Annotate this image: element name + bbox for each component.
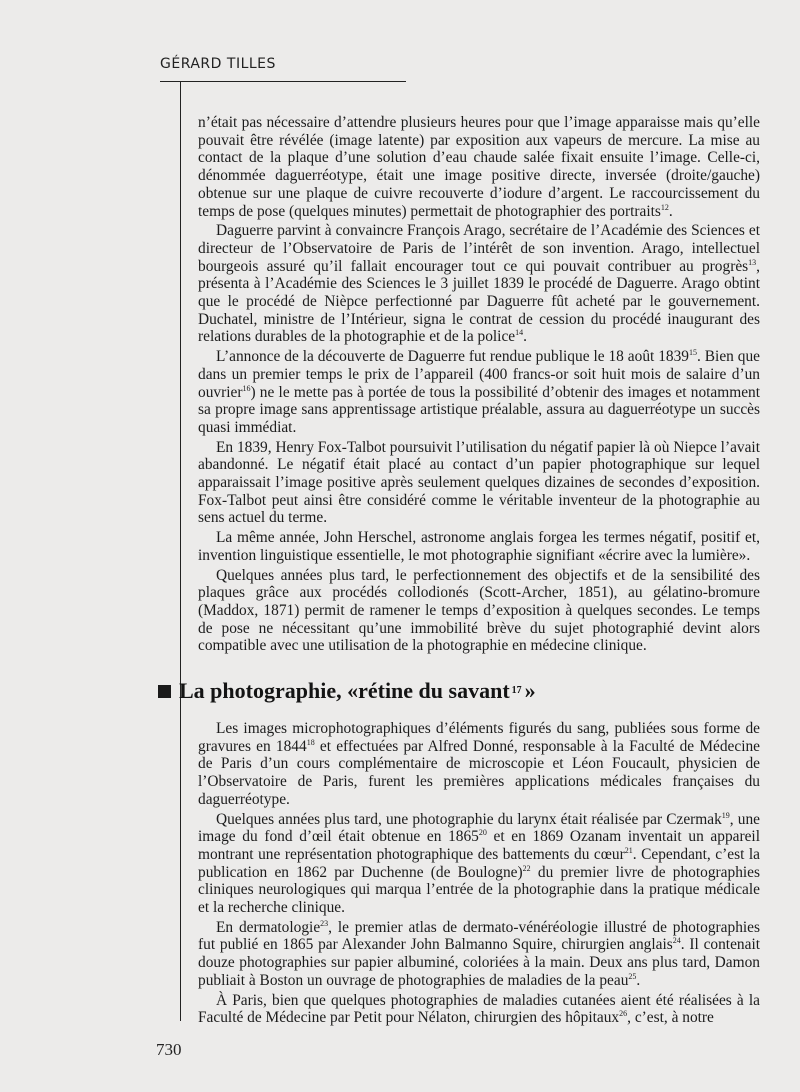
section-2-text — [198, 720, 760, 1027]
heading-bullet-icon — [158, 685, 171, 698]
heading-text: La photographie, «rétine du savant — [179, 678, 510, 703]
footnote-ref: 13 — [748, 257, 757, 267]
footnote-ref: 25 — [628, 971, 637, 981]
paragraph: La même année, John Herschel, astronome anglais forgea les termes négatif, positif et, invention linguistique essentielle, le mot photographie signifiant «écrire avec la lumière». — [198, 529, 760, 564]
footnote-ref: 26 — [619, 1009, 628, 1019]
footnote-ref: 15 — [689, 348, 697, 358]
footnote-ref: 12 — [660, 202, 669, 212]
footnote-ref: 20 — [478, 828, 487, 838]
footnote-ref: 14 — [515, 328, 524, 338]
paragraph: L’annonce de la découverte de Daguerre fut rendue publique le 18 août 1839$^{15}$. Bien que dans un premier temps le prix de l’appareil (400 francs-or soit huit mois de salaire d’un ouvrier$^{16}$) ne le mette pas à portée de tous la possibilité d’obtenir des images et notamment sa propre image sans apprentissage artistique préalable, assura au daguerréotype un succès quasi immédiat. — [198, 348, 760, 436]
footnote-ref: 24 — [672, 936, 681, 946]
paragraph: Quelques années plus tard, une photographie du larynx était réalisée par Czermak$^{19}$, une image du fond d’œil était obtenue en 1865$^{20}$ et en 1869 Ozanam inventait un appareil montrant une représentation photographique des battements du cœur$^{21}$. Cependant, c’est la publication en 1862 par Duchenne (de Boulogne)$^{22}$ du premier livre de photographies cliniques neurologiques qui marqua l’entrée de la photographie dans la pratique médicale et la recherche clinique. — [198, 810, 761, 917]
header-rule — [160, 81, 406, 82]
paragraph: n’était pas nécessaire d’attendre plusieurs heures pour que l’image apparaisse mais qu’elle pouvait être révélée (image latente) par exposition aux vapeurs de mercure. La mise au contact de la plaque d’une solution d’eau chaude salée fixait ensuite l’image. Celle-ci, dénommée daguerréotype, était une image positive directe, inversée (droite/gauche) obtenue sur une plaque de cuivre recouverte d’iodure d’argent. Le raccourcissement du temps de pose (quelques minutes) permettait de photographier des portraits$^{12}$. — [198, 114, 760, 220]
footnote-ref: 18 — [306, 737, 315, 747]
margin-rule — [180, 81, 181, 1021]
footnote-ref: 21 — [624, 845, 633, 855]
footnote-ref: 23 — [320, 918, 329, 928]
section-1-text — [198, 114, 760, 655]
footnote-ref: 22 — [522, 863, 531, 873]
paragraph: Daguerre parvint à convaincre François Arago, secrétaire de l’Académie des Sciences et directeur de l’Observatoire de Paris de l’intérêt de son invention. Arago, intellectuel bourgeois assuré qu’il fallait encourager tout ce qui pouvait contribuer au progrès$^{13}$, présenta à l’Académie des Sciences le 3 juillet 1839 le procédé de Daguerre. Arago obtint que le procédé de Nièpce perfectionné par Daguerre fût acheté par le gouvernement. Duchatel, ministre de l’Intérieur, signa le contrat de cession du procédé inaugurant des relations durables de la photographie et de la police$^{14}$. — [198, 222, 760, 346]
running-header: GÉRARD TILLES — [160, 56, 276, 72]
paragraph: À Paris, bien que quelques photographies de maladies cutanées aient été réalisées à la Faculté de Médecine par Petit pour Nélaton, chirurgien des hôpitaux$^{26}$, c’est, à notre — [198, 991, 760, 1027]
paragraph: En 1839, Henry Fox-Talbot poursuivit l’utilisation du négatif papier là où Niepce l’avait abandonné. Le négatif était placé au contact d’un papier photographique sur lequel apparaissait l’image positive après seulement quelques dizaines de secondes d’exposition. Fox-Talbot peut ainsi être considéré comme le véritable inventeur de la photographie au sens actuel du terme. — [198, 438, 760, 527]
footnote-ref: 19 — [721, 810, 730, 820]
section-heading: La photographie, «rétine du savant 17 » — [158, 678, 758, 704]
paragraph: Les images microphotographiques d’éléments figurés du sang, publiées sous forme de gravures en 1844$^{18}$ et effectuées par Alfred Donné, responsable à la Faculté de Médecine de Paris d’un cours complémentaire de microscopie et Léon Foucault, physicien de l’Observatoire de Paris, furent les premières applications médicales françaises du daguerréotype. — [198, 720, 761, 808]
footnote-ref: 16 — [242, 383, 251, 393]
paragraph: Quelques années plus tard, le perfectionnement des objectifs et de la sensibilité des plaques grâce aux procédés collodionés (Scott-Archer, 1851), au gélatino-bromure (Maddox, 1871) permit de ramener le temps d’exposition à quelques secondes. Le temps de pose ne nécessitant qu’une immobilité brève du sujet photographié devint alors compatible avec une utilisation de la photographie en médecine clinique. — [198, 566, 760, 655]
paragraph: En dermatologie$^{23}$, le premier atlas de dermato-vénéréologie illustré de photographies fut publié en 1865 par Alexander John Balmanno Squire, chirurgien anglais$^{24}$. Il contenait douze photographies sur papier albuminé, coloriées à la main. Deux ans plus tard, Damon publiait à Boston un ouvrage de photographies de maladies de la peau$^{25}$. — [198, 918, 760, 989]
page-number: 730 — [156, 1040, 182, 1059]
